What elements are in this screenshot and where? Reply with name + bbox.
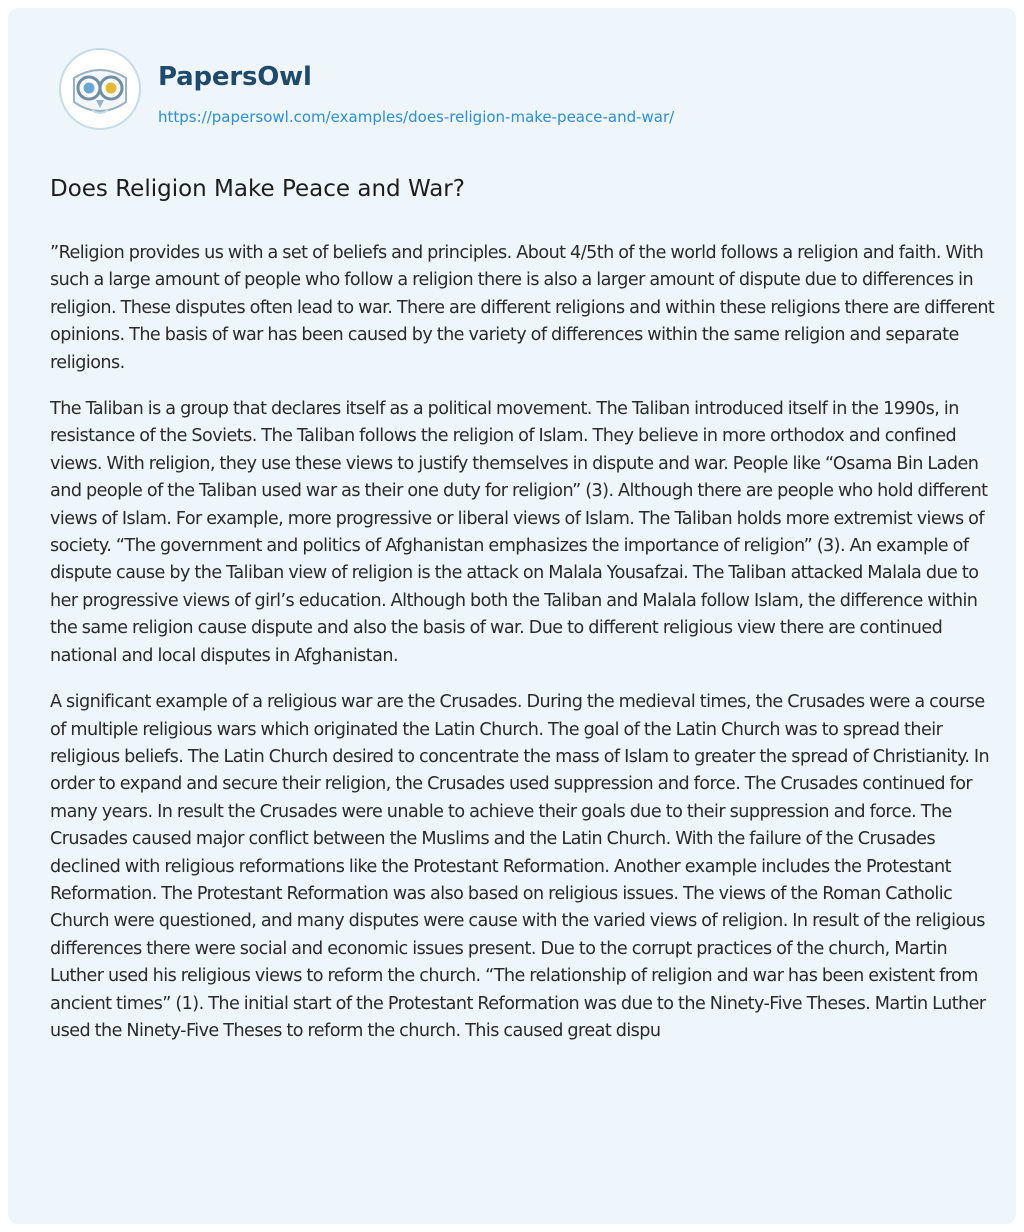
source-url-link[interactable]: https://papersowl.com/examples/does-religion-make-peace-and-war/ (158, 108, 675, 126)
essay-title: Does Religion Make Peace and War? (50, 176, 465, 202)
page-card (8, 8, 1016, 1224)
essay-paragraph: A significant example of a religious war are the Crusades. During the medieval times, the Crusades were a course of multiple religious wars which originated the Latin Church. The goal of the Latin Church was to spread their religious beliefs. The Latin Church desired to concentrate the mass of Islam to greater the spread of Christianity. In order to expand and secure their religion, the Crusades used suppression and force. The Crusades continued for many years. In result the Crusades were unable to achieve their goals due to their suppression and force. The Crusades caused major conflict between the Muslims and the Latin Church. With the failure of the Crusades declined with religious reformations like the Protestant Reformation. Another example includes the Protestant Reformation. The Protestant Reformation was also based on religious issues. The views of the Roman Catholic Church were questioned, and many disputes were cause with the varied views of religion. In result of the religious differences there were social and economic issues present. Due to the corrupt practices of the church, Martin Luther used his religious views to reform the church. “The relationship of religion and war has been existent from ancient times” (1). The initial start of the Protestant Reformation was due to the Ninety-Five Theses. Martin Luther used the Ninety-Five Theses to reform the church. This caused great dispu (50, 692, 990, 1041)
owl-logo-icon (58, 40, 142, 138)
essay-paragraph: ”Religion provides us with a set of beliefs and principles. About 4/5th of the world follows a religion and faith. With such a large amount of people who follow a religion there is also a larger amount of dispute due to differences in religion. These disputes often lead to war. There are different religions and within these religions there are different opinions. The basis of war has been caused by the variety of differences within the same religion and separate religions. (50, 243, 995, 373)
essay-paragraph: The Taliban is a group that declares itself as a political movement. The Taliban introduced itself in the 1990s, in resistance of the Soviets. The Taliban follows the religion of Islam. They believe in more orthodox and confined views. With religion, they use these views to justify themselves in dispute and war. People like “Osama Bin Laden and people of the Taliban used war as their one duty for religion” (3). Although there are people who hold different views of Islam. For example, more progressive or liberal views of Islam. The Taliban holds more extremist views of society. “The government and politics of Afghanistan emphasizes the importance of religion” (3). An example of dispute cause by the Taliban view of religion is the attack on Malala Yousafzai. The Taliban attacked Malala due to her progressive views of girl’s education. Although both the Taliban and Malala follow Islam, the difference within the same religion cause dispute and also the basis of war. Due to different religious view there are continued national and local disputes in Afghanistan. (50, 399, 988, 666)
essay-body (50, 240, 1002, 1064)
brand-name[interactable]: PapersOwl (158, 62, 312, 92)
